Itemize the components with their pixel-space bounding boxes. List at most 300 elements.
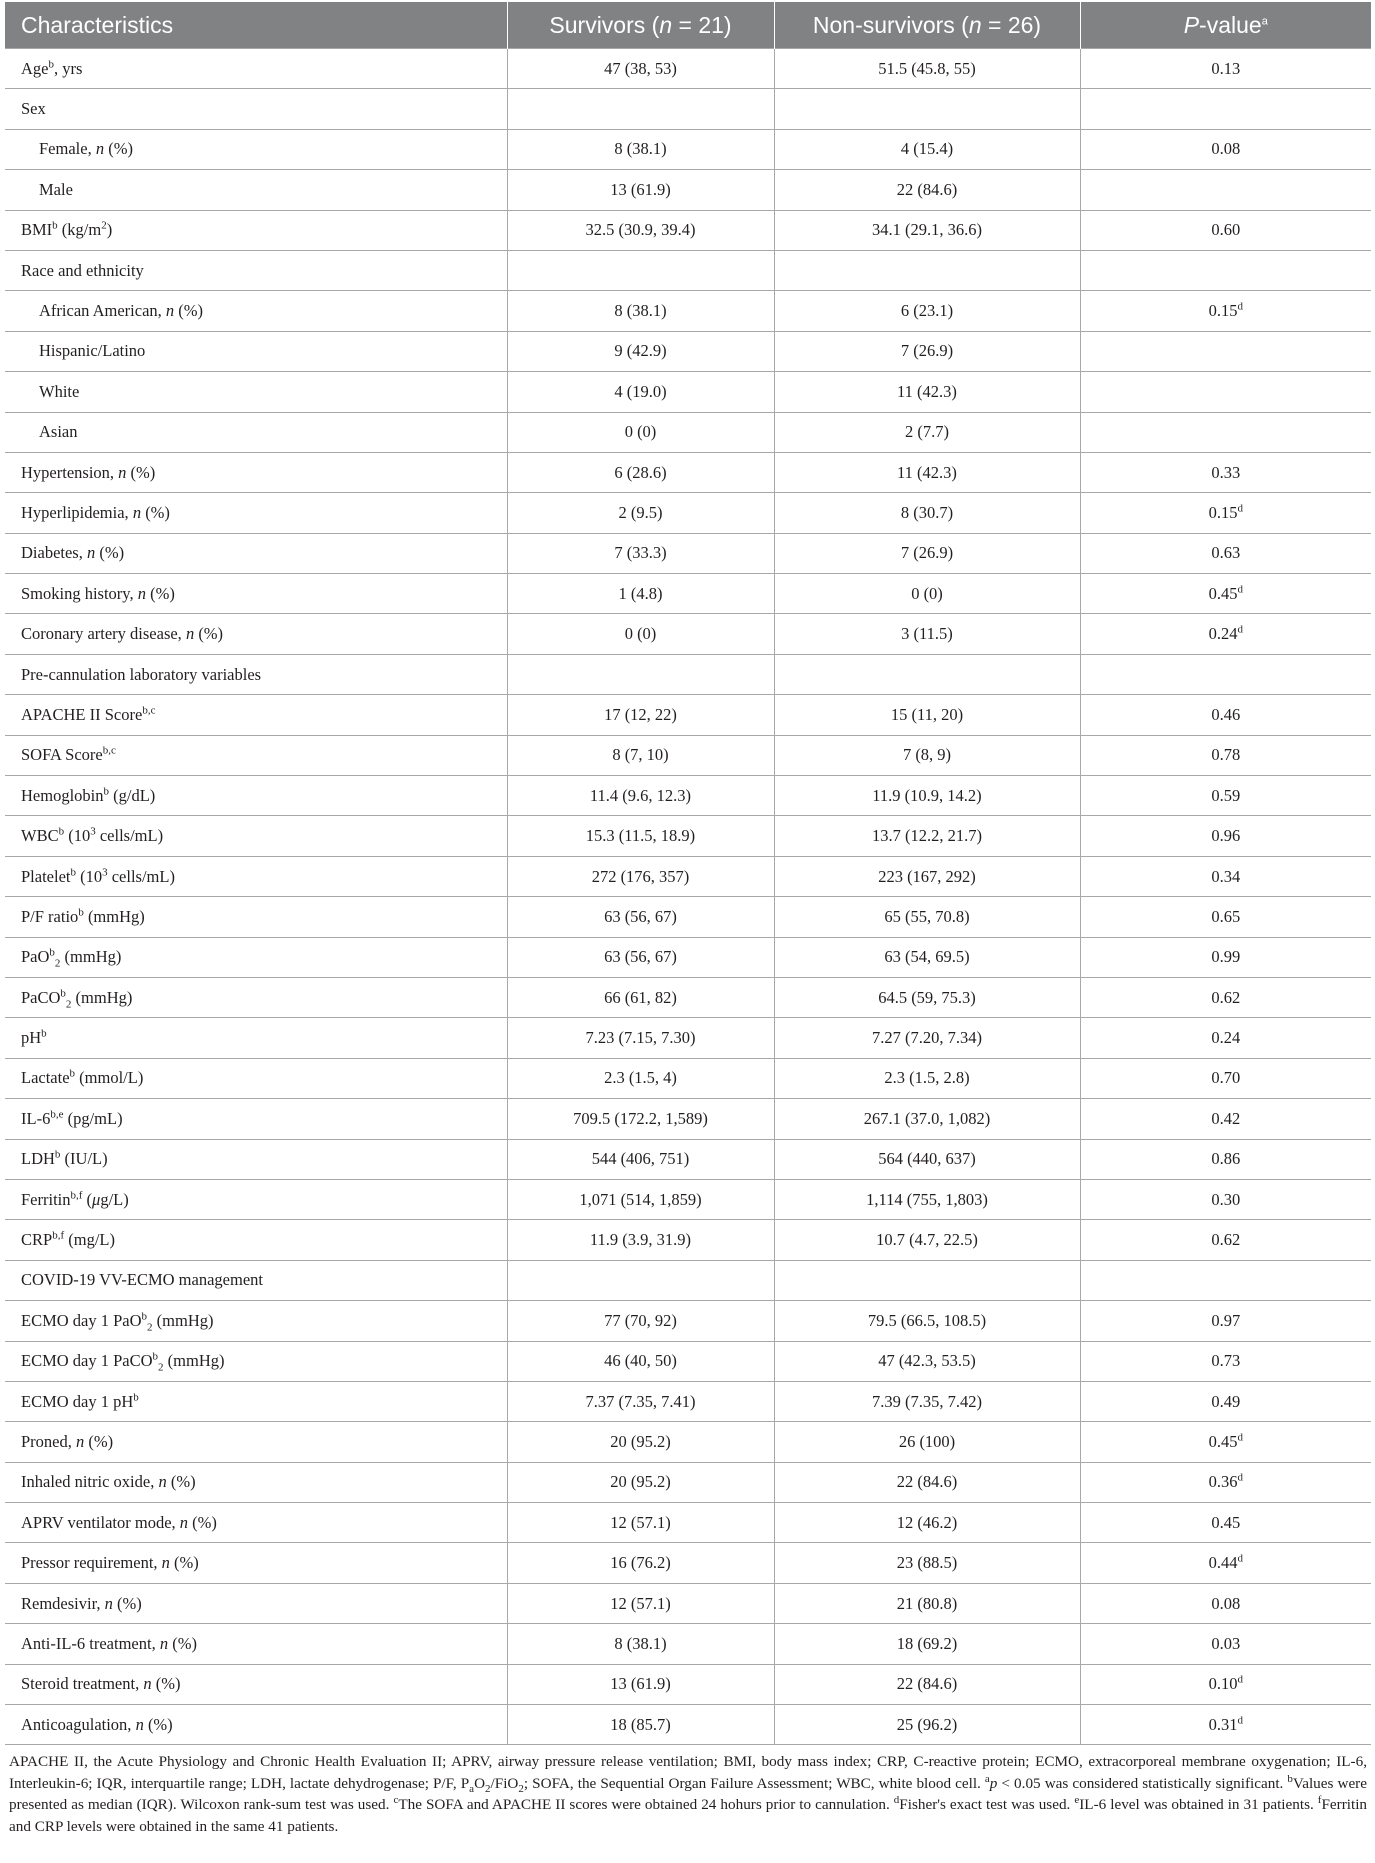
p-value: 0.45 — [1208, 583, 1238, 603]
nonsurvivors-cell: 11 (42.3) — [774, 372, 1080, 412]
survivors-cell: 709.5 (172.2, 1,589) — [507, 1099, 774, 1139]
p-value-footnote-marker: d — [1237, 1431, 1243, 1444]
text-segment: cells/mL) — [95, 826, 164, 846]
survivors-cell — [507, 1260, 774, 1300]
survivors-cell: 63 (56, 67) — [507, 937, 774, 977]
characteristic-cell — [5, 89, 507, 129]
text-segment: n — [185, 624, 195, 644]
p-value: 0.97 — [1211, 1310, 1241, 1330]
p-value-cell — [1080, 1462, 1371, 1502]
table-row — [5, 937, 1371, 977]
table-row — [5, 250, 1371, 290]
p-value-cell — [1080, 1664, 1371, 1704]
survivors-cell: 7.23 (7.15, 7.30) — [507, 1018, 774, 1058]
text-segment: cells/mL) — [107, 866, 175, 886]
text-segment: (%) — [143, 1714, 173, 1734]
text-segment: ECMO day 1 PaO — [21, 1310, 142, 1330]
nonsurvivors-cell — [774, 654, 1080, 694]
table-row — [5, 654, 1371, 694]
p-value: 0.70 — [1211, 1068, 1241, 1088]
p-value-cell — [1080, 170, 1371, 210]
nonsurvivors-cell: 22 (84.6) — [774, 1462, 1080, 1502]
text-segment: b — [58, 825, 65, 838]
text-segment: pH — [21, 1028, 42, 1048]
text-segment: O — [474, 1774, 486, 1792]
table-row — [5, 1301, 1371, 1341]
p-value: 0.45 — [1211, 1512, 1241, 1532]
characteristic-cell — [5, 654, 507, 694]
nonsurvivors-cell: 51.5 (45.8, 55) — [774, 49, 1080, 89]
text-segment: (kg/m — [57, 220, 102, 240]
survivors-cell: 6 (28.6) — [507, 452, 774, 492]
text-segment: a — [469, 1782, 475, 1795]
p-value-footnote-marker: d — [1237, 623, 1243, 636]
p-value-cell — [1080, 897, 1371, 937]
p-value-cell — [1080, 695, 1371, 735]
p-value-cell — [1080, 1220, 1371, 1260]
text-segment: d — [893, 1794, 900, 1807]
characteristic-cell — [5, 1018, 507, 1058]
table-row — [5, 210, 1371, 250]
nonsurvivors-cell: 23 (88.5) — [774, 1543, 1080, 1583]
header-survivors-suffix: = 21) — [672, 11, 732, 38]
p-value-cell — [1080, 89, 1371, 129]
nonsurvivors-cell: 11 (42.3) — [774, 452, 1080, 492]
table-row — [5, 331, 1371, 371]
p-value: 0.65 — [1211, 906, 1241, 926]
p-value: 0.15 — [1208, 502, 1238, 522]
table-row — [5, 614, 1371, 654]
table-row — [5, 170, 1371, 210]
characteristic-cell — [5, 1341, 507, 1381]
p-value: 0.45 — [1208, 1431, 1238, 1451]
text-segment: IL-6 — [21, 1108, 51, 1128]
p-value-cell — [1080, 49, 1371, 89]
text-segment: /FiO — [490, 1774, 519, 1792]
nonsurvivors-cell: 10.7 (4.7, 22.5) — [774, 1220, 1080, 1260]
survivors-cell: 66 (61, 82) — [507, 977, 774, 1017]
nonsurvivors-cell: 7 (26.9) — [774, 331, 1080, 371]
text-segment: (%) — [145, 583, 175, 603]
survivors-cell: 20 (95.2) — [507, 1422, 774, 1462]
nonsurvivors-cell: 22 (84.6) — [774, 170, 1080, 210]
text-segment: b,c — [102, 744, 116, 757]
characteristic-cell — [5, 937, 507, 977]
table-row — [5, 695, 1371, 735]
characteristic-cell — [5, 1099, 507, 1139]
table-row — [5, 372, 1371, 412]
characteristic-cell — [5, 412, 507, 452]
nonsurvivors-cell: 7.39 (7.35, 7.42) — [774, 1381, 1080, 1421]
text-segment: Anticoagulation, — [21, 1714, 136, 1734]
table-row — [5, 1664, 1371, 1704]
survivors-cell: 15.3 (11.5, 18.9) — [507, 816, 774, 856]
text-segment: 2 — [147, 1321, 153, 1334]
text-segment: b — [49, 946, 55, 959]
text-segment: ) — [106, 220, 113, 240]
text-segment: b — [141, 1310, 148, 1323]
text-segment: (mmHg) — [83, 906, 145, 926]
text-segment: b — [48, 58, 54, 71]
p-value-cell — [1080, 1341, 1371, 1381]
characteristic-cell — [5, 49, 507, 89]
table-row — [5, 1058, 1371, 1098]
text-segment: g/L) — [100, 1189, 129, 1209]
p-value-cell — [1080, 1301, 1371, 1341]
p-value-cell — [1080, 331, 1371, 371]
table-row — [5, 1705, 1371, 1745]
text-segment: Female, — [39, 139, 96, 159]
text-segment: (mmHg) — [163, 1351, 225, 1371]
p-value-footnote-marker: d — [1237, 1471, 1243, 1484]
text-segment: n — [86, 543, 96, 563]
p-value-cell — [1080, 816, 1371, 856]
characteristic-cell — [5, 1220, 507, 1260]
text-segment: (%) — [141, 502, 170, 522]
survivors-cell: 9 (42.9) — [507, 331, 774, 371]
characteristic-cell — [5, 1301, 507, 1341]
characteristic-cell — [5, 614, 507, 654]
nonsurvivors-cell: 25 (96.2) — [774, 1705, 1080, 1745]
text-segment: Asian — [39, 422, 78, 442]
characteristic-cell — [5, 1179, 507, 1219]
characteristic-cell — [5, 977, 507, 1017]
text-segment: (%) — [112, 1593, 142, 1613]
text-segment: (10 — [75, 866, 103, 886]
p-value-footnote-marker: d — [1237, 1673, 1243, 1686]
text-segment: b — [41, 1027, 47, 1040]
survivors-cell: 32.5 (30.9, 39.4) — [507, 210, 774, 250]
nonsurvivors-cell: 63 (54, 69.5) — [774, 937, 1080, 977]
text-segment: 2 — [54, 957, 61, 970]
text-segment: (%) — [174, 301, 204, 321]
text-segment: (%) — [194, 624, 224, 644]
nonsurvivors-cell: 64.5 (59, 75.3) — [774, 977, 1080, 1017]
survivors-cell: 12 (57.1) — [507, 1503, 774, 1543]
nonsurvivors-cell: 223 (167, 292) — [774, 856, 1080, 896]
p-value-cell — [1080, 250, 1371, 290]
text-segment: Hyperlipidemia, — [21, 502, 133, 522]
text-segment: < 0.05 was considered statistically significant. — [997, 1774, 1288, 1792]
text-segment: 3 — [90, 825, 96, 838]
table-row — [5, 1503, 1371, 1543]
text-segment: n — [132, 502, 142, 522]
text-segment: b — [69, 1067, 76, 1080]
text-segment: 2 — [158, 1361, 164, 1374]
text-segment: COVID-19 VV-ECMO management — [21, 1270, 263, 1290]
characteristic-cell — [5, 210, 507, 250]
text-segment: Lactate — [21, 1068, 70, 1088]
nonsurvivors-cell: 79.5 (66.5, 108.5) — [774, 1301, 1080, 1341]
text-segment: (pg/mL) — [63, 1108, 123, 1128]
characteristic-cell — [5, 776, 507, 816]
nonsurvivors-cell: 15 (11, 20) — [774, 695, 1080, 735]
table-row — [5, 1220, 1371, 1260]
p-value-footnote-marker: d — [1237, 1552, 1243, 1565]
table-body — [5, 49, 1371, 1745]
table-row — [5, 533, 1371, 573]
text-segment: b,f — [52, 1229, 65, 1242]
survivors-cell: 11.4 (9.6, 12.3) — [507, 776, 774, 816]
table-row — [5, 291, 1371, 331]
text-segment: Steroid treatment, — [21, 1674, 144, 1694]
survivors-cell: 77 (70, 92) — [507, 1301, 774, 1341]
text-segment: b,c — [142, 704, 156, 717]
p-value-cell — [1080, 372, 1371, 412]
p-value-cell — [1080, 614, 1371, 654]
p-value-cell — [1080, 1503, 1371, 1543]
p-value-cell — [1080, 1422, 1371, 1462]
header-p-letter: P — [1183, 11, 1200, 38]
table-row — [5, 776, 1371, 816]
p-value: 0.62 — [1211, 1230, 1241, 1250]
characteristic-cell — [5, 735, 507, 775]
nonsurvivors-cell: 267.1 (37.0, 1,082) — [774, 1099, 1080, 1139]
survivors-cell: 0 (0) — [507, 412, 774, 452]
text-segment: 2 — [101, 219, 107, 232]
nonsurvivors-cell: 2.3 (1.5, 2.8) — [774, 1058, 1080, 1098]
nonsurvivors-cell: 34.1 (29.1, 36.6) — [774, 210, 1080, 250]
text-segment: (%) — [126, 462, 156, 482]
table-row — [5, 1583, 1371, 1623]
table-row — [5, 129, 1371, 169]
text-segment: ECMO day 1 PaCO — [21, 1351, 153, 1371]
text-segment: APRV ventilator mode, — [21, 1512, 180, 1532]
table-row — [5, 735, 1371, 775]
survivors-cell: 18 (85.7) — [507, 1705, 774, 1745]
table-container — [5, 2, 1371, 1837]
header-p-value — [1080, 2, 1371, 49]
text-segment: n — [137, 583, 146, 603]
nonsurvivors-cell: 22 (84.6) — [774, 1664, 1080, 1704]
p-value: 0.30 — [1211, 1189, 1241, 1209]
p-value: 0.31 — [1208, 1714, 1238, 1734]
text-segment: The SOFA and APACHE II scores were obtained 24 hohurs prior to cannulation. — [398, 1796, 894, 1814]
text-segment: c — [393, 1794, 399, 1807]
nonsurvivors-cell: 7 (26.9) — [774, 533, 1080, 573]
p-value-cell — [1080, 1624, 1371, 1664]
header-nonsurvivors-prefix: Non-survivors ( — [812, 11, 969, 38]
header-characteristics: Characteristics — [5, 2, 507, 49]
p-value-cell — [1080, 1543, 1371, 1583]
characteristic-cell — [5, 1260, 507, 1300]
survivors-cell — [507, 654, 774, 694]
text-segment: White — [39, 381, 80, 401]
nonsurvivors-cell — [774, 250, 1080, 290]
p-value-cell — [1080, 452, 1371, 492]
p-value-cell — [1080, 574, 1371, 614]
survivors-cell: 8 (38.1) — [507, 291, 774, 331]
table-row — [5, 856, 1371, 896]
text-segment: n — [104, 1593, 113, 1613]
text-segment: n — [179, 1512, 189, 1532]
characteristic-cell — [5, 170, 507, 210]
text-segment: (%) — [168, 1633, 197, 1653]
p-value-cell — [1080, 937, 1371, 977]
table-row — [5, 897, 1371, 937]
nonsurvivors-cell: 8 (30.7) — [774, 493, 1080, 533]
characteristic-cell — [5, 1462, 507, 1502]
nonsurvivors-cell: 11.9 (10.9, 14.2) — [774, 776, 1080, 816]
p-value: 0.59 — [1211, 785, 1241, 805]
nonsurvivors-cell: 12 (46.2) — [774, 1503, 1080, 1543]
p-value: 0.73 — [1211, 1351, 1241, 1371]
characteristic-cell — [5, 291, 507, 331]
text-segment: Anti-IL-6 treatment, — [21, 1633, 160, 1653]
table-row — [5, 1099, 1371, 1139]
text-segment: p — [989, 1774, 998, 1792]
survivors-cell: 1,071 (514, 1,859) — [507, 1179, 774, 1219]
text-segment: n — [165, 301, 175, 321]
text-segment: (%) — [104, 139, 133, 159]
text-segment: Pressor requirement, — [21, 1553, 162, 1573]
p-value: 0.08 — [1211, 139, 1241, 159]
p-value-footnote-marker: d — [1237, 583, 1243, 596]
text-segment: (%) — [151, 1674, 181, 1694]
text-segment: b — [60, 987, 66, 1000]
nonsurvivors-cell: 13.7 (12.2, 21.7) — [774, 816, 1080, 856]
p-value-cell — [1080, 1260, 1371, 1300]
text-segment: Race and ethnicity — [21, 260, 144, 280]
survivors-cell: 2 (9.5) — [507, 493, 774, 533]
characteristic-cell — [5, 250, 507, 290]
characteristic-cell — [5, 1503, 507, 1543]
text-segment: LDH — [21, 1149, 55, 1169]
table-row — [5, 493, 1371, 533]
text-segment: ( — [82, 1189, 93, 1209]
nonsurvivors-cell: 0 (0) — [774, 574, 1080, 614]
table-row — [5, 574, 1371, 614]
text-segment: (mmHg) — [71, 987, 133, 1007]
survivors-cell: 13 (61.9) — [507, 1664, 774, 1704]
text-segment: (g/dL) — [109, 785, 156, 805]
table-row — [5, 1422, 1371, 1462]
table-row — [5, 1139, 1371, 1179]
p-value: 0.08 — [1211, 1593, 1241, 1613]
table-footnote — [5, 1745, 1371, 1837]
p-value-cell — [1080, 1381, 1371, 1421]
p-value-cell — [1080, 210, 1371, 250]
text-segment: (%) — [95, 543, 125, 563]
text-segment: PaO — [21, 947, 50, 967]
characteristic-cell — [5, 1058, 507, 1098]
text-segment: b — [70, 866, 76, 878]
characteristic-cell — [5, 331, 507, 371]
survivors-cell: 8 (38.1) — [507, 129, 774, 169]
text-segment: (IU/L) — [60, 1149, 108, 1169]
text-segment: n — [118, 462, 127, 482]
characteristic-cell — [5, 1422, 507, 1462]
text-segment: a — [984, 1772, 990, 1785]
p-value: 0.10 — [1208, 1674, 1238, 1694]
survivors-cell: 20 (95.2) — [507, 1462, 774, 1502]
nonsurvivors-cell: 7 (8, 9) — [774, 735, 1080, 775]
p-value-cell — [1080, 776, 1371, 816]
p-value: 0.86 — [1211, 1149, 1241, 1169]
table-header — [5, 2, 1371, 49]
text-segment: (mmol/L) — [75, 1068, 144, 1088]
nonsurvivors-cell: 564 (440, 637) — [774, 1139, 1080, 1179]
text-segment: (%) — [188, 1512, 217, 1532]
text-segment: 3 — [102, 866, 108, 878]
characteristic-cell — [5, 695, 507, 735]
text-segment: e — [1074, 1794, 1080, 1807]
text-segment: , yrs — [54, 58, 83, 78]
p-value: 0.15 — [1208, 301, 1238, 321]
p-value: 0.36 — [1208, 1472, 1238, 1492]
p-value: 0.24 — [1211, 1028, 1241, 1048]
text-segment: P/F ratio — [21, 906, 79, 926]
p-value-cell — [1080, 1058, 1371, 1098]
header-nonsurvivors — [774, 2, 1080, 49]
text-segment: Male — [39, 179, 73, 199]
characteristic-cell — [5, 1705, 507, 1745]
text-segment: Diabetes, — [21, 543, 87, 563]
p-value: 0.99 — [1211, 947, 1241, 967]
text-segment: Age — [21, 58, 49, 78]
header-p-rest: -value — [1199, 11, 1262, 38]
p-value-cell — [1080, 1139, 1371, 1179]
survivors-cell: 63 (56, 67) — [507, 897, 774, 937]
text-segment: n — [158, 1472, 167, 1492]
header-survivors-prefix: Survivors ( — [549, 11, 660, 38]
text-segment: b,e — [50, 1108, 64, 1121]
p-value-cell — [1080, 1705, 1371, 1745]
survivors-cell — [507, 89, 774, 129]
table-row — [5, 1341, 1371, 1381]
p-value: 0.63 — [1211, 543, 1241, 563]
text-segment: (%) — [169, 1553, 199, 1573]
p-value: 0.13 — [1211, 58, 1241, 78]
characteristic-cell — [5, 816, 507, 856]
characteristic-cell — [5, 1139, 507, 1179]
text-segment: IL-6 level was obtained in 31 patients. — [1079, 1796, 1318, 1814]
text-segment: ECMO day 1 pH — [21, 1391, 134, 1411]
text-segment: Platelet — [21, 866, 71, 886]
survivors-cell: 46 (40, 50) — [507, 1341, 774, 1381]
characteristic-cell — [5, 129, 507, 169]
survivors-cell: 7 (33.3) — [507, 533, 774, 573]
nonsurvivors-cell: 18 (69.2) — [774, 1624, 1080, 1664]
nonsurvivors-cell: 6 (23.1) — [774, 291, 1080, 331]
table-row — [5, 977, 1371, 1017]
text-segment: Hemoglobin — [21, 785, 104, 805]
p-value-cell — [1080, 412, 1371, 452]
header-p-sup: a — [1261, 14, 1268, 27]
survivors-cell: 2.3 (1.5, 4) — [507, 1058, 774, 1098]
nonsurvivors-cell: 3 (11.5) — [774, 614, 1080, 654]
nonsurvivors-cell: 2 (7.7) — [774, 412, 1080, 452]
text-segment: (%) — [166, 1472, 196, 1492]
text-segment: (mg/L) — [64, 1230, 115, 1250]
p-value: 0.24 — [1208, 624, 1238, 644]
text-segment: b — [52, 219, 58, 232]
text-segment: b — [78, 906, 84, 919]
characteristics-table — [5, 2, 1371, 1745]
p-value: 0.46 — [1211, 704, 1241, 724]
p-value-cell — [1080, 977, 1371, 1017]
survivors-cell — [507, 250, 774, 290]
text-segment: (10 — [64, 826, 91, 846]
characteristic-cell — [5, 533, 507, 573]
p-value-cell — [1080, 1583, 1371, 1623]
table-row — [5, 1543, 1371, 1583]
survivors-cell: 16 (76.2) — [507, 1543, 774, 1583]
nonsurvivors-cell — [774, 89, 1080, 129]
survivors-cell: 272 (176, 357) — [507, 856, 774, 896]
text-segment: APACHE II, the Acute Physiology and Chronic Health Evaluation II; APRV, airway pressure release ventilation; BMI, body mass index; CRP, C-reactive protein; ECMO, extracorporeal membrane oxygenation; IL-6, Interleukin-6; IQR, interquartile range; LDH, lactate dehydrogenase; P/F, P — [9, 1753, 1367, 1792]
header-row — [5, 2, 1371, 49]
